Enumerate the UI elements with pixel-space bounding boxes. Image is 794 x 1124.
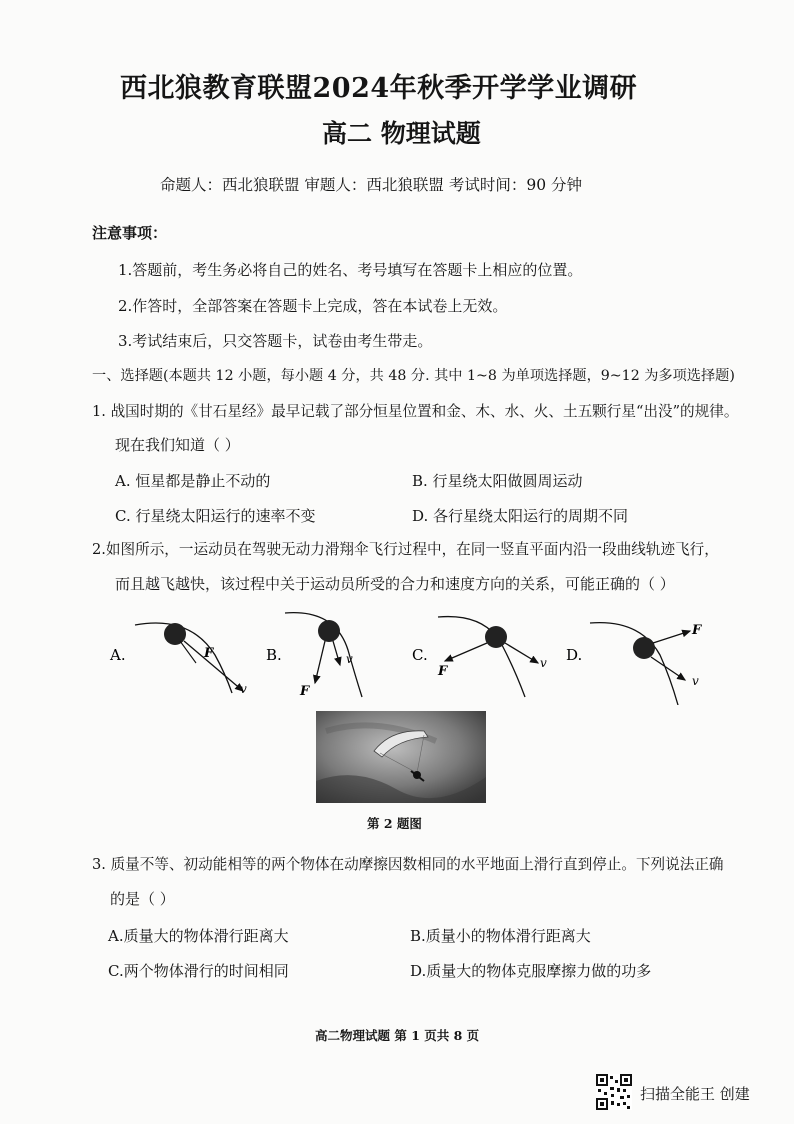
qr-code-icon (596, 1074, 632, 1110)
q3-option-a: A.质量大的物体滑行距离大 (108, 927, 289, 945)
velocity-label: v (692, 674, 699, 688)
note-item: 2.作答时，全部答案在答题卡上完成，答在本试卷上无效。 (118, 297, 508, 315)
option-c-label: C. (412, 646, 428, 664)
question-3-stem: 3. 质量不等、初动能相等的两个物体在动摩擦因数相同的水平地面上滑行直到停止。下列说法正确 (92, 856, 724, 873)
velocity-label: v (240, 682, 247, 696)
force-label: F (692, 623, 702, 638)
diagram-c (412, 617, 547, 697)
force-label: F (300, 684, 310, 699)
exam-subtitle: 高二 物理试题 (322, 119, 481, 148)
page-footer: 高二物理试题 第 1 页共 8 页 (315, 1028, 480, 1043)
paraglider-photo (316, 711, 486, 803)
force-label: F (204, 646, 214, 661)
question-3-stem-cont: 的是（ ） (110, 890, 175, 908)
diagram-a (109, 623, 247, 696)
q3-option-c: C.两个物体滑行的时间相同 (108, 962, 289, 980)
option-d-label: D. (566, 646, 583, 664)
question-2-stem-cont: 而且越飞越快，该过程中关于运动员所受的合力和速度方向的关系，可能正确的（ ） (115, 575, 675, 593)
option-b-label: B. (266, 646, 282, 664)
exam-info: 命题人：西北狼联盟 审题人：西北狼联盟 考试时间：90 分钟 (160, 176, 583, 194)
note-item: 3.考试结束后，只交答题卡，试卷由考生带走。 (118, 332, 433, 350)
diagram-d (566, 623, 702, 705)
note-item: 1.答题前，考生务必将自己的姓名、考号填写在答题卡上相应的位置。 (118, 261, 583, 279)
velocity-label: v (346, 652, 353, 666)
exam-title: 西北狼教育联盟2024年秋季开学学业调研 (120, 73, 638, 104)
scanner-watermark: 扫描全能王 创建 (640, 1085, 750, 1103)
q3-option-b: B.质量小的物体滑行距离大 (410, 927, 591, 945)
q3-option-d: D.质量大的物体克服摩擦力做的功多 (410, 962, 652, 980)
question-1-stem-cont: 现在我们知道（ ） (115, 436, 240, 454)
q1-option-d: D. 各行星绕太阳运行的周期不同 (412, 507, 629, 525)
q1-option-a: A. 恒星都是静止不动的 (115, 472, 271, 490)
diagram-b (266, 613, 362, 699)
velocity-label: v (540, 656, 547, 670)
q1-option-b: B. 行星绕太阳做圆周运动 (412, 472, 583, 490)
force-label: F (438, 664, 448, 679)
question-2-stem: 2.如图所示，一运动员在驾驶无动力滑翔伞飞行过程中，在同一竖直平面内沿一段曲线轨迹飞行， (92, 541, 719, 558)
question-1-stem: 1. 战国时期的《甘石星经》最早记载了部分恒星位置和金、木、水、火、土五颗行星“出没”的规律。 (92, 403, 739, 420)
section-heading: 一、选择题(本题共 12 小题，每小题 4 分，共 48 分. 其中 1~8 为单项选择题，9~12 为多项选择题) (92, 368, 735, 384)
notes-heading: 注意事项： (92, 224, 168, 242)
q2-diagrams (100, 605, 720, 705)
figure-caption: 第 2 题图 (367, 816, 422, 831)
option-a-label: A. (110, 646, 126, 664)
q1-option-c: C. 行星绕太阳运行的速率不变 (115, 507, 316, 525)
